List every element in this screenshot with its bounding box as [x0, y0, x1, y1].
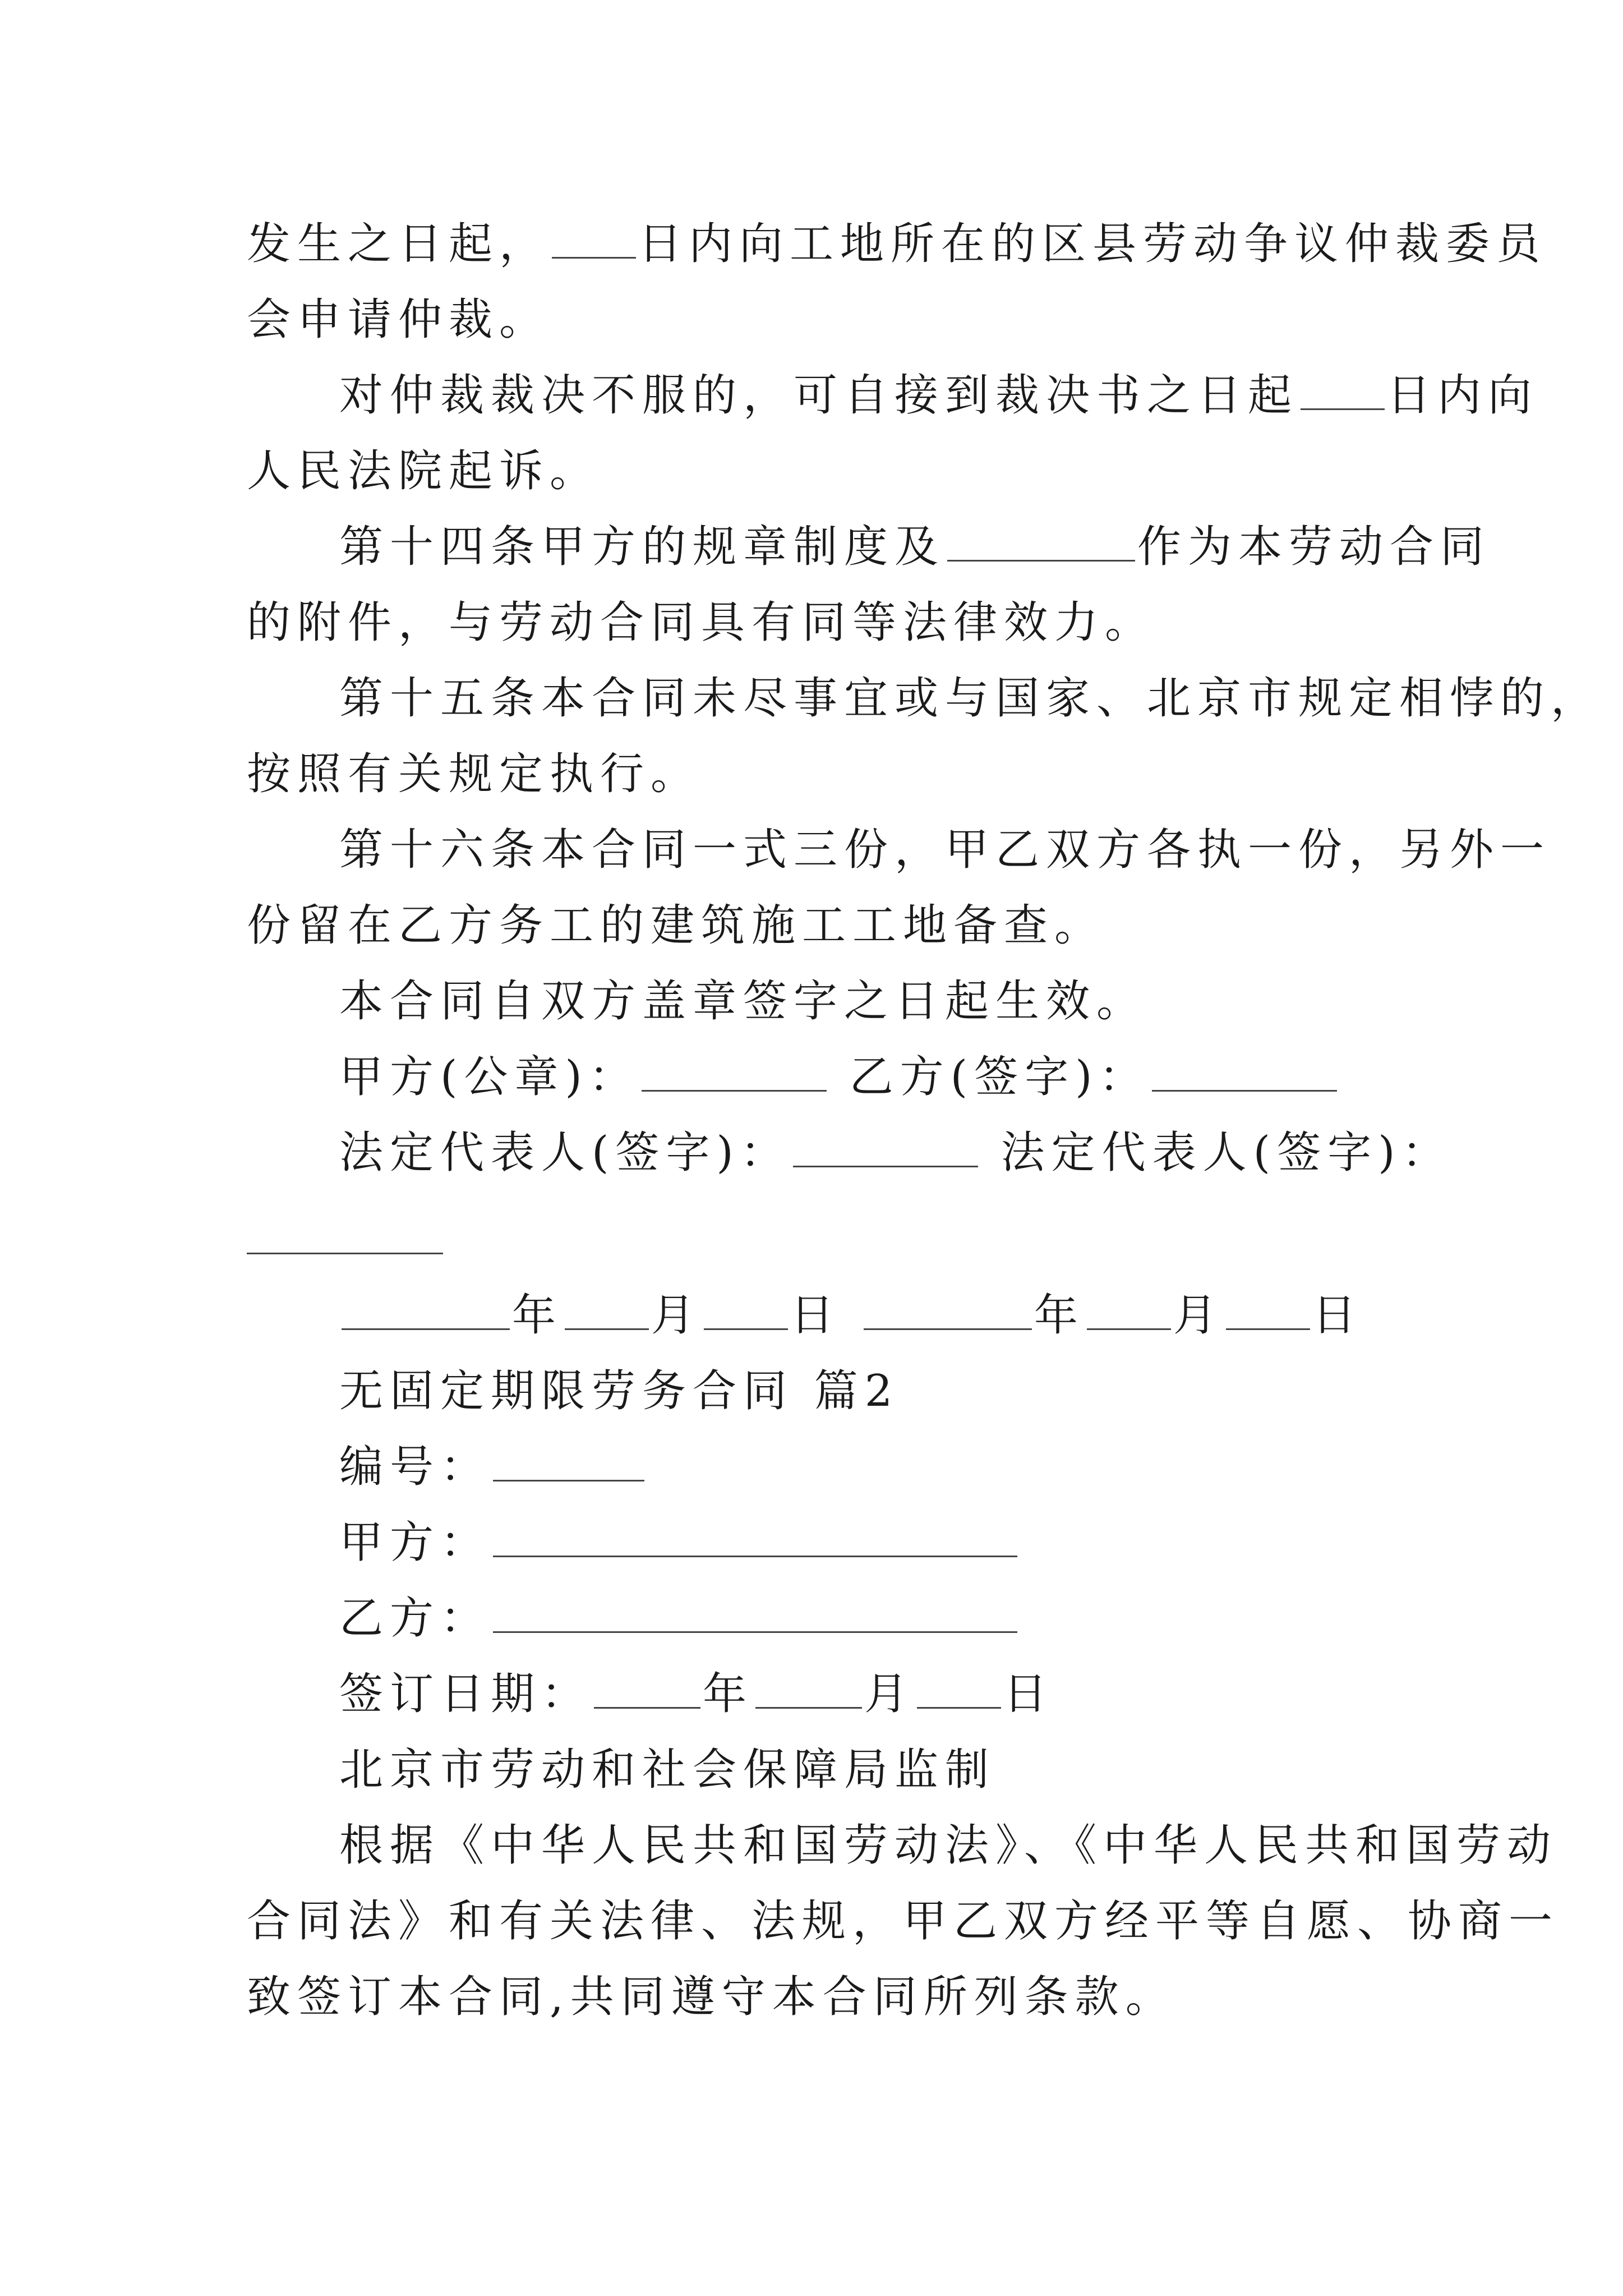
text-line [339, 1439, 647, 1495]
fill-blank [594, 1668, 700, 1709]
text-line [339, 1515, 1020, 1571]
text-segment: 致签订本合同,共同遵守本合同所列条款。 [247, 1972, 1176, 2022]
day-label: 日 [790, 1290, 841, 1341]
fill-blank [552, 218, 636, 259]
text-segment: 日内向 [1387, 370, 1539, 421]
party-a-seal-label: 甲方(公章)： [339, 1052, 639, 1102]
text-line [247, 1969, 1176, 2025]
text-segment: 份留在乙方务工的建筑施工工地备查。 [247, 900, 1105, 951]
text-segment: 第十六条本合同一式三份，甲乙双方各执一份，另外一 [339, 825, 1551, 875]
text-segment: 发生之日起， [247, 219, 550, 269]
month-label: 月 [1173, 1290, 1224, 1341]
legal-rep-a-label: 法定代表人(签字)： [339, 1128, 791, 1178]
fill-blank [793, 1126, 978, 1167]
text-segment: 北京市劳动和社会保障局监制 [339, 1745, 996, 1795]
party-b-label: 乙方： [339, 1593, 491, 1644]
text-line [339, 973, 1147, 1029]
day-label: 日 [1003, 1669, 1054, 1719]
text-segment: 第十五条本合同未尽事宜或与国家、北京市规定相悖的， [339, 673, 1602, 724]
text-line [339, 670, 1601, 726]
legal-rep-b-label: 法定代表人(签字)： [1000, 1128, 1453, 1178]
year-label: 年 [1034, 1290, 1085, 1341]
text-segment: 第十四条甲方的规章制度及 [339, 522, 946, 572]
text-segment: 的附件，与劳动合同具有同等法律效力。 [247, 597, 1156, 648]
fill-blank [917, 1668, 1001, 1709]
month-label: 月 [651, 1290, 702, 1341]
text-line [247, 595, 1155, 651]
number-label: 编号： [339, 1442, 491, 1492]
fill-blank [493, 1516, 1017, 1557]
text-segment: 对仲裁裁决不服的，可自接到裁决书之日起 [339, 370, 1299, 421]
day-label: 日 [1312, 1290, 1363, 1341]
fill-blank [247, 1253, 443, 1254]
signature-line [339, 1049, 1339, 1105]
text-line [339, 519, 1491, 575]
fill-blank [1087, 1289, 1171, 1330]
fill-blank [493, 1441, 644, 1481]
party-a-label: 甲方： [339, 1517, 491, 1568]
text-line [247, 1893, 1559, 1949]
fill-blank [1301, 369, 1385, 410]
text-segment: 会申请仲裁。 [247, 295, 550, 345]
month-label: 月 [864, 1669, 915, 1719]
fill-blank [864, 1289, 1032, 1330]
text-line [247, 292, 550, 348]
fill-blank [642, 1051, 827, 1092]
fill-blank [342, 1289, 510, 1330]
year-label: 年 [703, 1669, 754, 1719]
text-line [247, 443, 600, 499]
party-b-sign-label: 乙方(签字)： [849, 1052, 1150, 1102]
text-segment: 无固定期限劳务合同 篇2 [339, 1366, 900, 1416]
fill-blank [704, 1289, 788, 1330]
fill-blank [755, 1668, 862, 1709]
text-line [339, 1590, 1020, 1646]
text-segment: 合同法》和有关法律、法规，甲乙双方经平等自愿、协商一 [247, 1896, 1560, 1947]
fill-blank [493, 1592, 1017, 1633]
text-segment: 按照有关规定执行。 [247, 749, 702, 799]
text-line [339, 367, 1538, 424]
date-line [339, 1666, 1054, 1722]
fill-blank [1152, 1051, 1337, 1092]
text-segment: 日内向工地所在的区县劳动争议仲裁委员 [638, 219, 1547, 269]
section-title [339, 1363, 899, 1419]
text-segment: 作为本劳动合同 [1137, 522, 1491, 572]
text-line [247, 898, 1105, 954]
signature-line [339, 1125, 1453, 1181]
text-line [247, 746, 701, 802]
year-label: 年 [512, 1290, 563, 1341]
text-line [339, 1818, 1557, 1874]
fill-blank [565, 1289, 649, 1330]
text-line [339, 1742, 995, 1798]
text-line [247, 216, 1547, 272]
text-segment: 人民法院起诉。 [247, 446, 601, 496]
sign-date-label: 签订日期： [339, 1669, 592, 1719]
fill-blank [1226, 1289, 1310, 1330]
text-segment: 本合同自双方盖章签字之日起生效。 [339, 976, 1147, 1027]
date-line [339, 1287, 1363, 1343]
text-line [339, 822, 1551, 878]
fill-blank [947, 521, 1135, 562]
text-segment: 根据《中华人民共和国劳动法》、《中华人民共和国劳动 [339, 1820, 1558, 1871]
